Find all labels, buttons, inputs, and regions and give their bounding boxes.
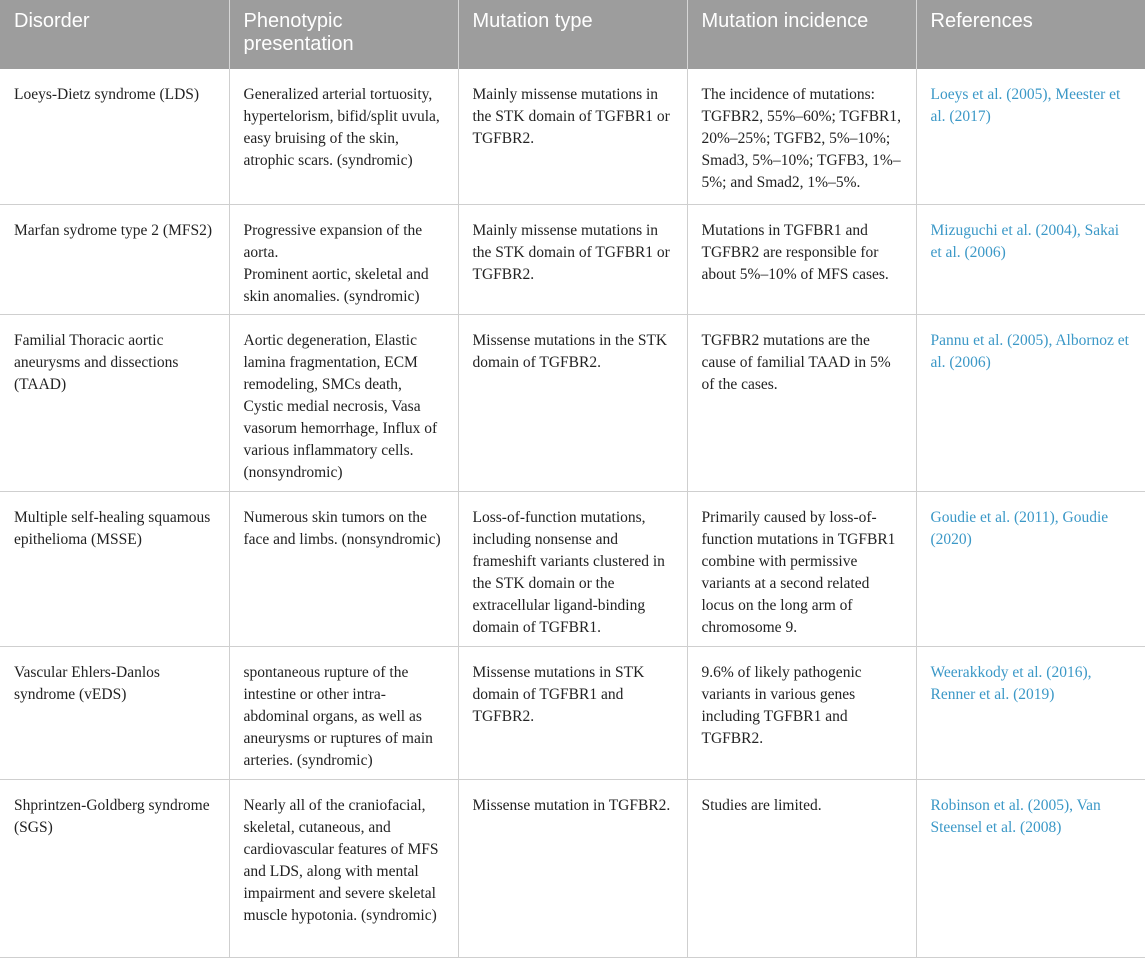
reference-link[interactable]: Mizuguchi et al. (2004), Sakai et al. (2006) — [916, 204, 1145, 314]
reference-link[interactable]: Loeys et al. (2005), Meester et al. (2017) — [916, 69, 1145, 204]
disorder-cell: Familial Thoracic aortic aneurysms and dissections (TAAD) — [0, 314, 229, 491]
table-row — [0, 491, 1145, 646]
table-row — [0, 314, 1145, 491]
phenotype-cell: Nearly all of the craniofacial, skeletal, cutaneous, and cardiovascular features of MFS and LDS, along with mental impairment and severe skeletal muscle hypotonia. (syndromic) — [229, 779, 458, 957]
disorder-cell: Marfan sydrome type 2 (MFS2) — [0, 204, 229, 314]
reference-link[interactable]: Goudie et al. (2011), Goudie (2020) — [916, 491, 1145, 646]
table-row — [0, 646, 1145, 779]
table-row — [0, 204, 1145, 314]
incidence-cell: Mutations in TGFBR1 and TGFBR2 are responsible for about 5%–10% of MFS cases. — [687, 204, 916, 314]
phenotype-line: Progressive expansion of the aorta. — [243, 221, 423, 261]
disorder-cell: Shprintzen-Goldberg syndrome (SGS) — [0, 779, 229, 957]
mutation-type-cell: Missense mutations in the STK domain of TGFBR2. — [458, 314, 687, 491]
disorder-cell: Multiple self-healing squamous epithelioma (MSSE) — [0, 491, 229, 646]
reference-link[interactable]: Pannu et al. (2005), Albornoz et al. (2006) — [916, 314, 1145, 491]
phenotype-line: Prominent aortic, skeletal and skin anomalies. (syndromic) — [243, 265, 429, 305]
mutation-type-cell: Loss-of-function mutations, including nonsense and frameshift variants clustered in the STK domain or the extracellular ligand-binding domain of TGFBR1. — [458, 491, 687, 646]
header-row — [0, 0, 1145, 69]
reference-link[interactable]: Weerakkody et al. (2016), Renner et al. (2019) — [916, 646, 1145, 779]
mutation-type-cell: Mainly missense mutations in the STK domain of TGFBR1 or TGFBR2. — [458, 69, 687, 204]
table-row — [0, 779, 1145, 957]
phenotype-cell: Aortic degeneration, Elastic lamina fragmentation, ECM remodeling, SMCs death, Cystic medial necrosis, Vasa vasorum hemorrhage, Influx of various inflammatory cells. (nonsyndromic) — [229, 314, 458, 491]
incidence-cell: Studies are limited. — [687, 779, 916, 957]
incidence-cell: 9.6% of likely pathogenic variants in various genes including TGFBR1 and TGFBR2. — [687, 646, 916, 779]
header-phenotype: Phenotypic presentation — [229, 0, 458, 69]
header-mutation-type: Mutation type — [458, 0, 687, 69]
header-references: References — [916, 0, 1145, 69]
incidence-cell: The incidence of mutations: TGFBR2, 55%–60%; TGFBR1, 20%–25%; TGFB2, 5%–10%; Smad3, 5%–10%; TGFB3, 1%–5%; and Smad2, 1%–5%. — [687, 69, 916, 204]
header-disorder: Disorder — [0, 0, 229, 69]
phenotype-cell: Generalized arterial tortuosity, hypertelorism, bifid/split uvula, easy bruising of the skin, atrophic scars. (syndromic) — [229, 69, 458, 204]
disorder-cell: Loeys-Dietz syndrome (LDS) — [0, 69, 229, 204]
reference-link[interactable]: Robinson et al. (2005), Van Steensel et al. (2008) — [916, 779, 1145, 957]
phenotype-cell: Numerous skin tumors on the face and limbs. (nonsyndromic) — [229, 491, 458, 646]
mutation-type-cell: Mainly missense mutations in the STK domain of TGFBR1 or TGFBR2. — [458, 204, 687, 314]
phenotype-cell: spontaneous rupture of the intestine or other intra-abdominal organs, as well as aneurysms or ruptures of main arteries. (syndromic) — [229, 646, 458, 779]
incidence-cell: Primarily caused by loss-of-function mutations in TGFBR1 combine with permissive variants at a second related locus on the long arm of chromosome 9. — [687, 491, 916, 646]
header-mutation-incidence: Mutation incidence — [687, 0, 916, 69]
table-header — [0, 0, 1145, 69]
table-row — [0, 69, 1145, 204]
table-body — [0, 69, 1145, 957]
mutation-type-cell: Missense mutation in TGFBR2. — [458, 779, 687, 957]
phenotype-cell — [229, 204, 458, 314]
incidence-cell: TGFBR2 mutations are the cause of familial TAAD in 5% of the cases. — [687, 314, 916, 491]
mutation-type-cell: Missense mutations in STK domain of TGFBR1 and TGFBR2. — [458, 646, 687, 779]
disorder-cell: Vascular Ehlers-Danlos syndrome (vEDS) — [0, 646, 229, 779]
